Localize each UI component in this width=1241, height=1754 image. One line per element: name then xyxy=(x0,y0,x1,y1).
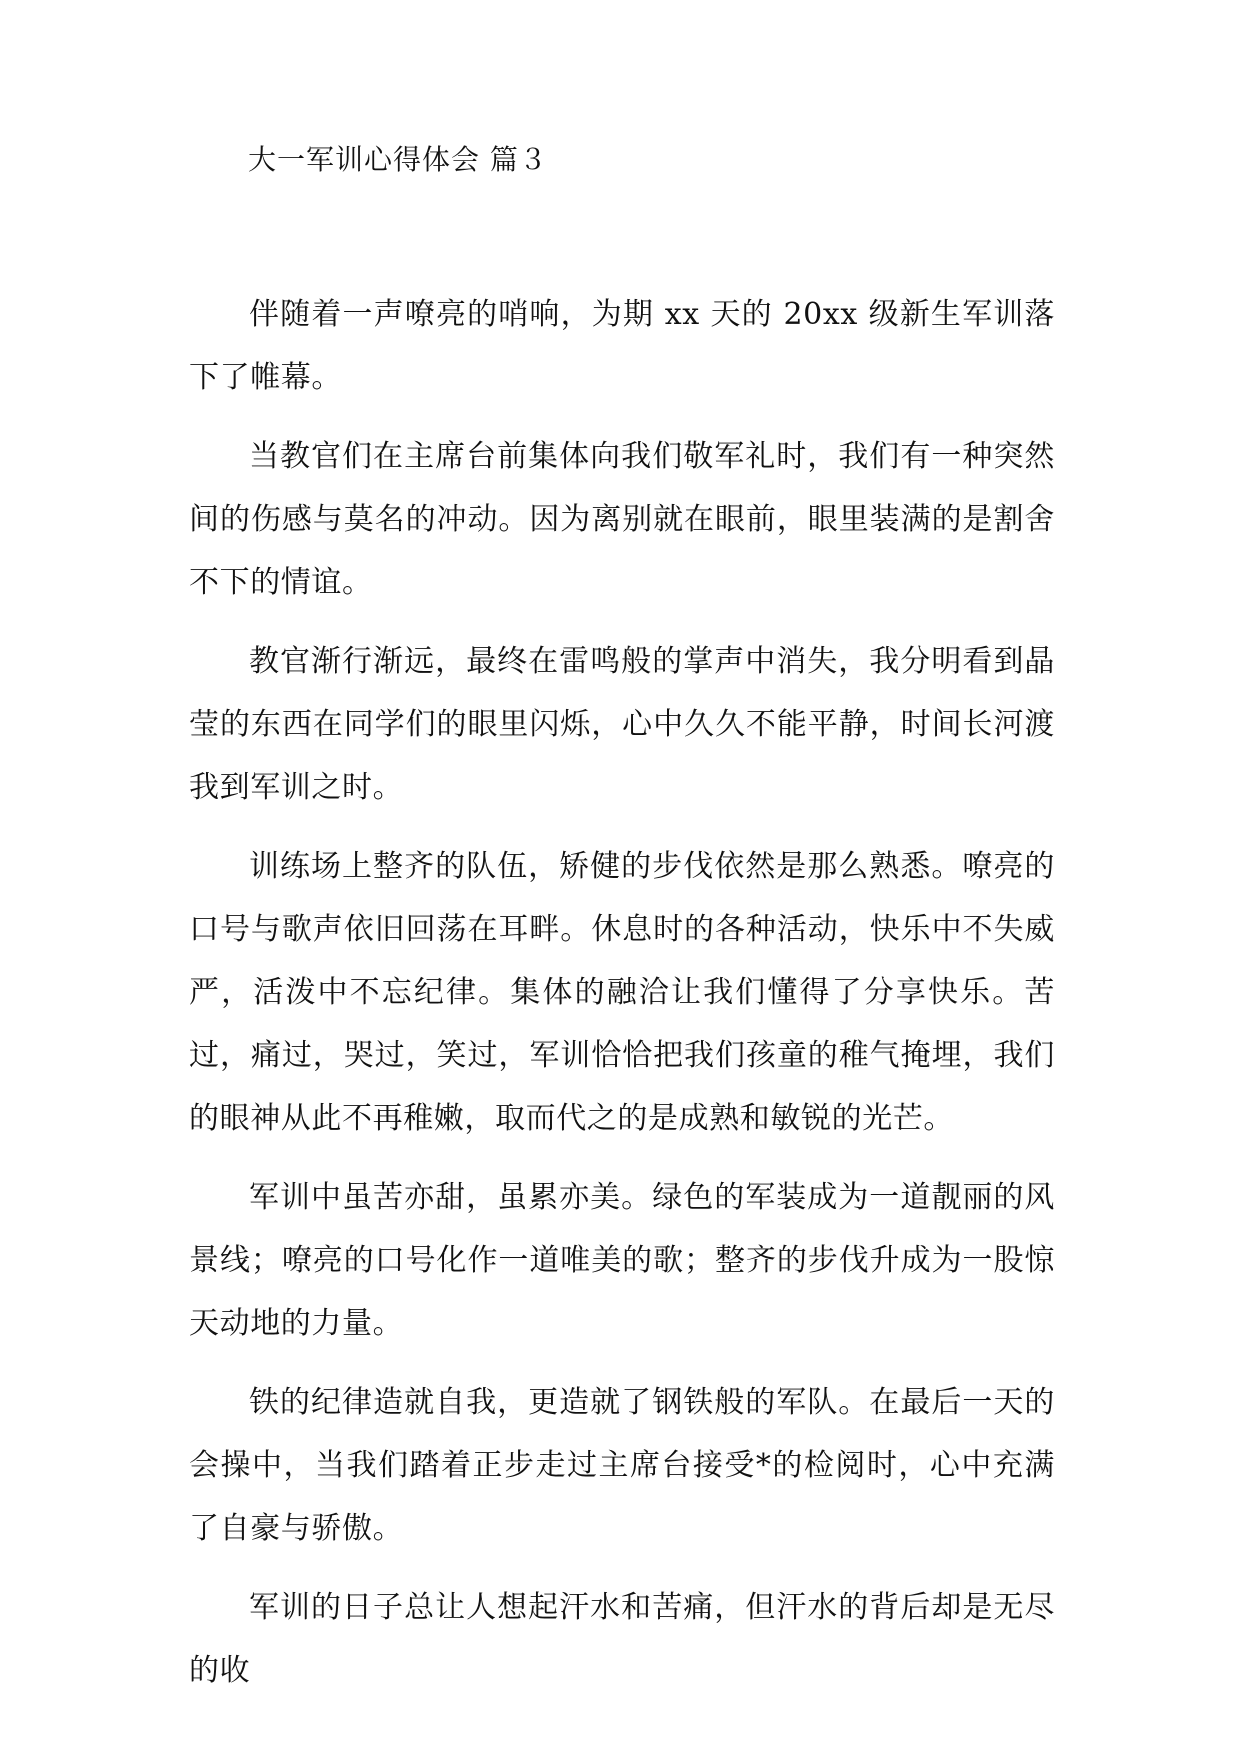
paragraph: 教官渐行渐远，最终在雷鸣般的掌声中消失，我分明看到晶莹的东西在同学们的眼里闪烁，心中久久不能平静，时间长河渡我到军训之时。 xyxy=(189,644,1055,805)
paragraph: 伴随着一声嘹亮的哨响，为期 xx 天的 20xx 级新生军训落下了帷幕。 xyxy=(189,297,1055,395)
paragraph: 铁的纪律造就自我，更造就了钢铁般的军队。在最后一天的会操中，当我们踏着正步走过主席台接受*的检阅时，心中充满了自豪与骄傲。 xyxy=(189,1385,1055,1546)
paragraph: 军训的日子总让人想起汗水和苦痛，但汗水的背后却是无尽的收 xyxy=(189,1590,1055,1688)
paragraph: 训练场上整齐的队伍，矫健的步伐依然是那么熟悉。嘹亮的口号与歌声依旧回荡在耳畔。休息时的各种活动，快乐中不失威严，活泼中不忘纪律。集体的融洽让我们懂得了分享快乐。苦过，痛过，哭过，笑过，军训恰恰把我们孩童的稚气掩埋，我们的眼神从此不再稚嫩，取而代之的是成熟和敏锐的光芒。 xyxy=(189,849,1055,1136)
document-body xyxy=(189,283,1055,1718)
paragraph: 当教官们在主席台前集体向我们敬军礼时，我们有一种突然间的伤感与莫名的冲动。因为离别就在眼前，眼里装满的是割舍不下的情谊。 xyxy=(189,439,1055,600)
paragraph: 军训中虽苦亦甜，虽累亦美。绿色的军装成为一道靓丽的风景线；嘹亮的口号化作一道唯美的歌；整齐的步伐升成为一股惊天动地的力量。 xyxy=(189,1180,1055,1341)
document-title: 大一军训心得体会 篇３ xyxy=(248,143,548,176)
